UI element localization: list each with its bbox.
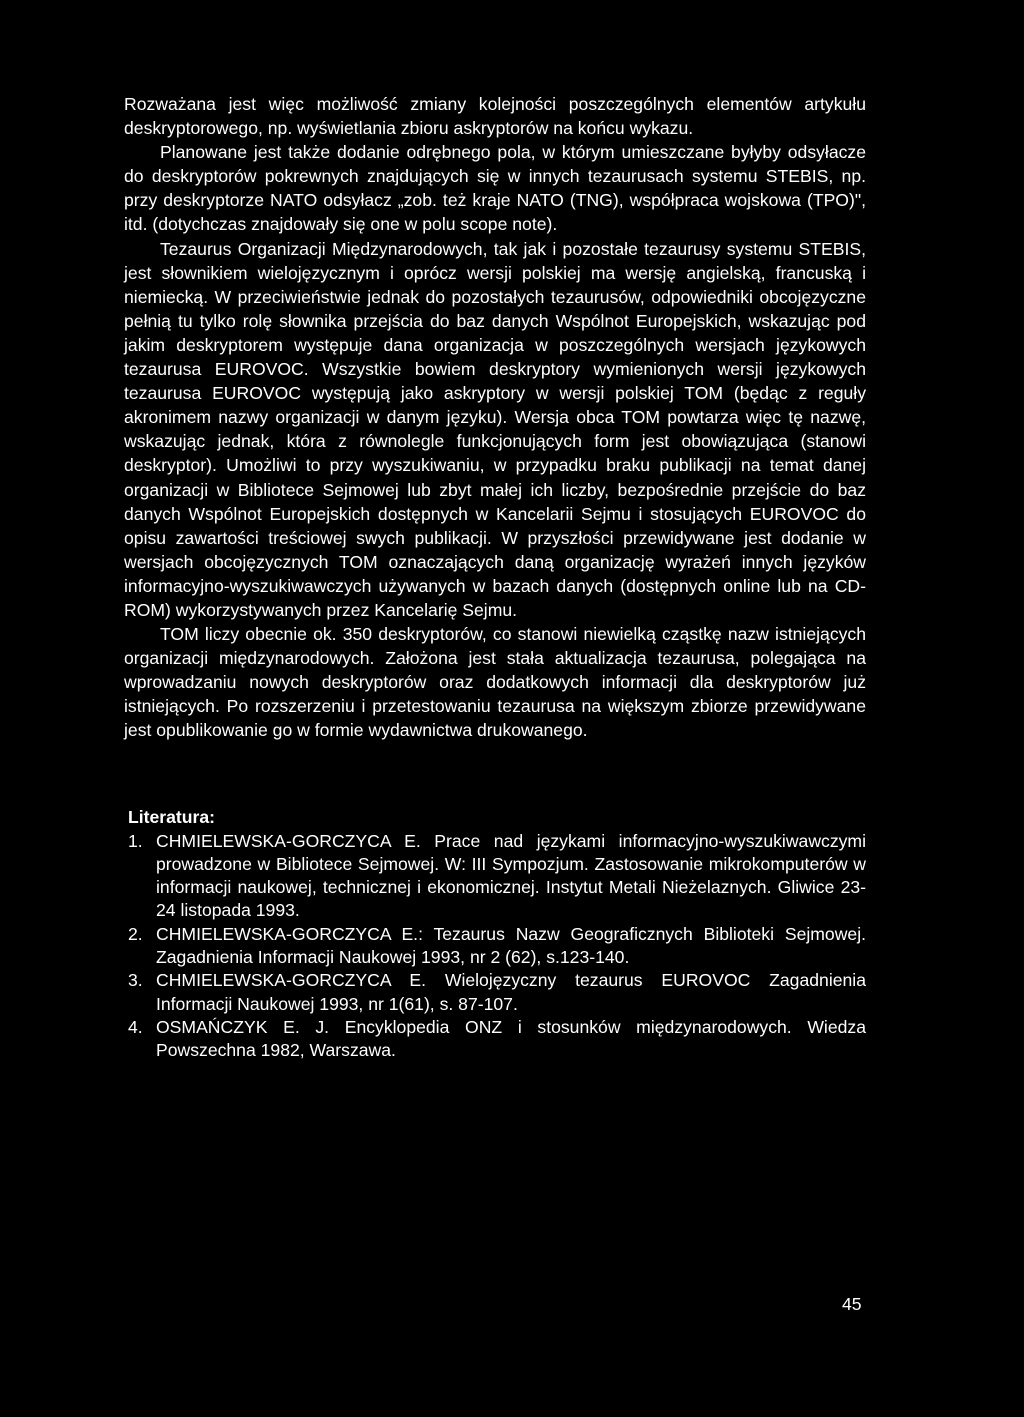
reference-text: CHMIELEWSKA-GORCZYCA E.: Tezaurus Nazw Geograficznych Biblioteki Sejmowej. Zagadnienia Informacji Naukowej 1993, nr 2 (62), s.123-140. xyxy=(156,923,866,968)
paragraph: Planowane jest także dodanie odrębnego pola, w którym umieszczane byłyby odsyłacze do deskryptorów pokrewnych znajdujących się w innych tezaurusach systemu STEBIS, np. przy deskryptorze NATO odsyłacz „zob. też kraje NATO (TNG), współpraca wojskowa (TPO)", itd. (dotychczas znajdowały się one w polu scope note). xyxy=(124,142,866,235)
reference-number: 1. xyxy=(128,830,143,851)
reference-number: 4. xyxy=(128,1016,143,1037)
reference-text: OSMAŃCZYK E. J. Encyklopedia ONZ i stosunków międzynarodowych. Wiedza Powszechna 1982, Warszawa. xyxy=(156,1016,866,1061)
paragraph: Tezaurus Organizacji Międzynarodowych, tak jak i pozostałe tezaurusy systemu STEBIS, jest słownikiem wielojęzycznym i oprócz wersji polskiej ma wersję angielską, francuską i niemiecką. W przeciwieństwie jednak do pozostałych tezaurusów, odpowiedniki obcojęzyczne pełnią tu tylko rolę słownika przejścia do baz danych Wspólnot Europejskich, wskazując pod jakim deskryptorem występuje dana organizacja w poszczególnych wersjach językowych tezaurusa EUROVOC. Wszystkie bowiem deskryptory wymienionych wersji językowych tezaurusa EUROVOC występują jako askryptory w wersji polskiej TOM (będąc z reguły akronimem nazwy organizacji w danym języku). Wersja obca TOM powtarza więc tę nazwę, wskazując jednak, która z równolegle funkcjonujących form jest obowiązująca (stanowi deskryptor). Umożliwi to przy wyszukiwaniu, w przypadku braku publikacji na temat danej organizacji w Bibliotece Sejmowej lub zbyt małej ich liczby, bezpośrednie przejście do baz danych Wspólnot Europejskich dostępnych w Kancelarii Sejmu i stosujących EUROVOC do opisu zawartości treściowej swych publikacji. W przyszłości przewidywane jest dodanie w wersjach obcojęzycznych TOM oznaczających daną organizację wyrażeń innych języków informacyjno-wyszukiwawczych używanych w bazach danych (dostępnych online lub na CD-ROM) wykorzystywanych przez Kancelarię Sejmu. xyxy=(124,238,866,620)
reference-item xyxy=(128,1016,866,1063)
body-text xyxy=(124,92,866,743)
reference-number: 3. xyxy=(128,970,143,991)
reference-item xyxy=(128,830,866,923)
references-section xyxy=(124,805,866,1063)
paragraph: Rozważana jest więc możliwość zmiany kolejności poszczególnych elementów artykułu deskryptorowego, np. wyświetlania zbioru askryptorów na końcu wykazu. xyxy=(124,94,866,139)
reference-text: CHMIELEWSKA-GORCZYCA E. Prace nad językami informacyjno-wyszukiwawczymi prowadzone w Bibliotece Sejmowej. W: III Sympozjum. Zastosowanie mikrokomputerów w informacji naukowej, technicznej i ekonomicznej. Instytut Metali Nieżelaznych. Gliwice 23-24 listopada 1993. xyxy=(156,830,866,921)
reference-number: 2. xyxy=(128,923,143,944)
page-number: 45 xyxy=(842,1294,862,1314)
reference-item xyxy=(128,969,866,1016)
page-content xyxy=(124,92,866,1063)
references-list xyxy=(124,830,866,1063)
reference-text: CHMIELEWSKA-GORCZYCA E. Wielojęzyczny tezaurus EUROVOC Zagadnienia Informacji Naukowej 1993, nr 1(61), s. 87-107. xyxy=(156,970,866,1014)
references-heading: Literatura: xyxy=(128,806,216,827)
reference-item xyxy=(128,923,866,970)
paragraph: TOM liczy obecnie ok. 350 deskryptorów, co stanowi niewielką cząstkę nazw istniejących organizacji międzynarodowych. Założona jest stała aktualizacja tezaurusa, polegająca na wprowadzaniu nowych deskryptorów oraz dodatkowych informacji dla deskryptorów już istniejących. Po rozszerzeniu i przetestowaniu tezaurusa na większym zbiorze przewidywane jest opublikowanie go w formie wydawnictwa drukowanego. xyxy=(124,624,866,741)
